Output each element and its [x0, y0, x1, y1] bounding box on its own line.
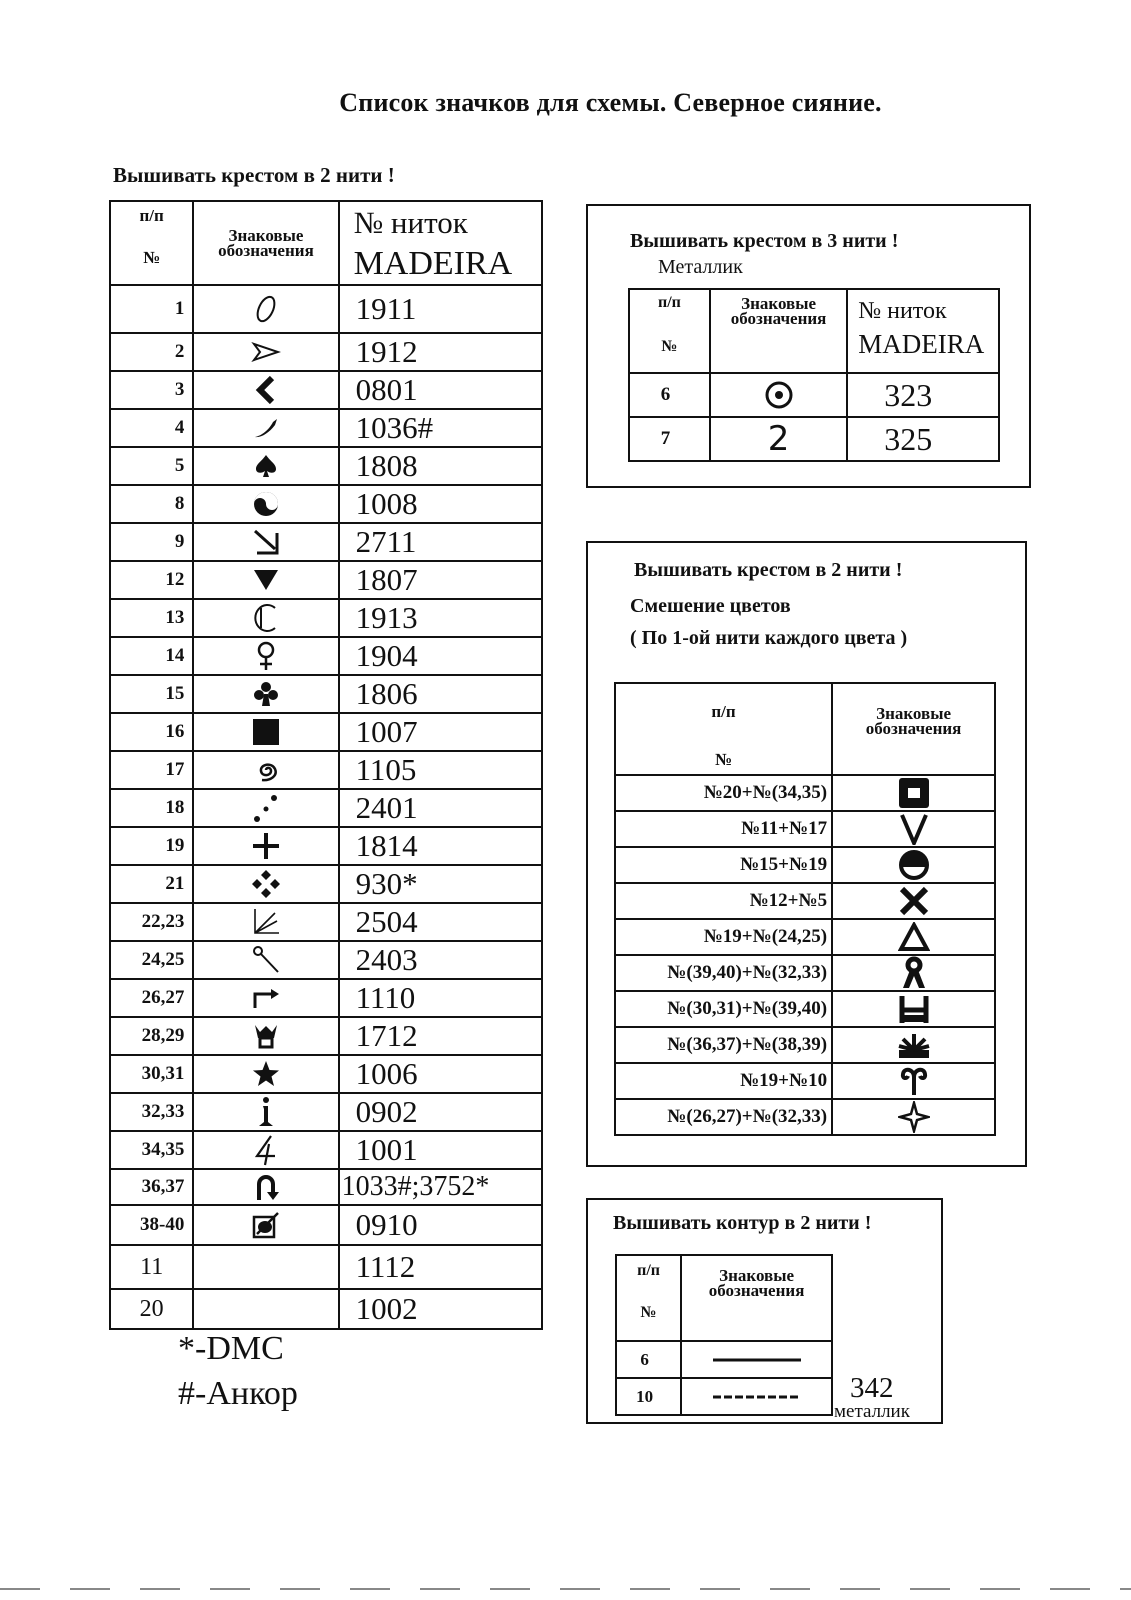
main-table-row	[110, 1205, 542, 1245]
blend-combination: №15+№19	[615, 847, 832, 883]
row-number: 9	[110, 523, 193, 561]
metallic-col-num-header	[629, 289, 710, 373]
outline-col-num-bottom: №	[640, 1304, 657, 1321]
spiral-icon	[193, 751, 338, 789]
triangle-outline-icon	[832, 919, 995, 955]
blend-table-row	[615, 919, 995, 955]
outline-row-number: 6	[616, 1341, 681, 1378]
main-thread-table	[109, 200, 543, 1330]
thread-number: 1806	[339, 675, 542, 713]
female-sign-icon	[193, 637, 338, 675]
row-number: 36,37	[110, 1169, 193, 1205]
square-hole-icon	[832, 775, 995, 811]
blend-table-row	[615, 991, 995, 1027]
thread-number: 1112	[339, 1245, 542, 1289]
metallic-col-thread-header	[847, 289, 999, 373]
outline-table	[615, 1254, 833, 1416]
col-thread-bottom: MADEIRA	[353, 245, 513, 282]
blend-table-row	[615, 955, 995, 991]
outline-col-num-header	[616, 1255, 681, 1341]
metallic-thread-number: 323	[847, 373, 999, 417]
main-table-row	[110, 485, 542, 523]
angle-lines-icon	[193, 903, 338, 941]
black-square-icon	[193, 713, 338, 751]
main-table-row	[110, 447, 542, 485]
row-number: 12	[110, 561, 193, 599]
main-table-row	[110, 1093, 542, 1131]
row-number: 15	[110, 675, 193, 713]
outline-row-number: 10	[616, 1378, 681, 1415]
main-table-row	[110, 523, 542, 561]
row-number: 22,23	[110, 903, 193, 941]
row-number: 38-40	[110, 1205, 193, 1245]
arrow-down-right-icon	[193, 523, 338, 561]
ribbon-icon	[832, 955, 995, 991]
metallic-row-number: 6	[629, 373, 710, 417]
col-num-bottom: №	[143, 248, 161, 267]
turn-right-arrow-icon	[193, 979, 338, 1017]
three-dots-icon	[193, 789, 338, 827]
main-table-row	[110, 1055, 542, 1093]
blend-col-num-top: п/п	[711, 702, 736, 721]
thread-number: 1007	[339, 713, 542, 751]
pin-icon	[193, 941, 338, 979]
legend-dmc: *-DMC	[178, 1330, 284, 1367]
blend-col-num-bottom: №	[715, 750, 733, 769]
row-number: 2	[110, 333, 193, 371]
page-title: Список значков для схемы. Северное сияние.	[339, 88, 882, 117]
metallic-col-num-bottom: №	[661, 338, 678, 355]
empty-symbol-cell	[193, 1245, 338, 1289]
outline-note-number: 342	[850, 1372, 894, 1404]
thread-number: 0902	[339, 1093, 542, 1131]
thread-number: 1904	[339, 637, 542, 675]
row-number: 21	[110, 865, 193, 903]
main-heading: Вышивать крестом в 2 нити !	[113, 163, 395, 187]
thread-number: 1807	[339, 561, 542, 599]
row-number: 32,33	[110, 1093, 193, 1131]
main-table-row	[110, 941, 542, 979]
metallic-thread-number: 325	[847, 417, 999, 461]
half-circle-icon	[832, 847, 995, 883]
legend-anchor: #-Анкор	[178, 1375, 298, 1412]
row-number: 17	[110, 751, 193, 789]
pepper-icon	[193, 409, 338, 447]
outline-note-text: металлик	[834, 1401, 910, 1422]
main-table-row	[110, 751, 542, 789]
italic-four-icon	[193, 1131, 338, 1169]
blend-table-row	[615, 811, 995, 847]
main-table-header	[110, 201, 542, 285]
blend-table-row	[615, 1063, 995, 1099]
main-table-row	[110, 865, 542, 903]
thread-number: 1913	[339, 599, 542, 637]
blend-col-num-header	[615, 683, 832, 775]
blend-table	[614, 682, 996, 1136]
main-table-row	[110, 1289, 542, 1329]
sunburst-icon	[832, 1027, 995, 1063]
outline-table-row	[616, 1378, 832, 1415]
thread-number: 2403	[339, 941, 542, 979]
metallic-col-symbols-header: Знаковые обозначения	[710, 289, 847, 373]
metallic-table	[628, 288, 1000, 462]
thread-number: 1814	[339, 827, 542, 865]
star-icon	[193, 1055, 338, 1093]
bold-x-icon	[832, 883, 995, 919]
row-number: 26,27	[110, 979, 193, 1017]
double-c-icon	[193, 599, 338, 637]
h-bar-icon	[832, 991, 995, 1027]
row-number: 18	[110, 789, 193, 827]
main-table-row	[110, 637, 542, 675]
solid-line-icon	[681, 1341, 832, 1378]
slashed-box-icon	[193, 1205, 338, 1245]
blend-box	[586, 541, 1027, 1167]
row-number: 14	[110, 637, 193, 675]
u-turn-arrow-icon	[193, 1169, 338, 1205]
main-table-row	[110, 333, 542, 371]
thread-number: 0801	[339, 371, 542, 409]
aries-icon	[832, 1063, 995, 1099]
blend-col-symbols-header: Знаковые обозначения	[832, 683, 995, 775]
main-table-row	[110, 789, 542, 827]
crown-cup-icon	[193, 1017, 338, 1055]
main-table-row	[110, 409, 542, 447]
row-number: 24,25	[110, 941, 193, 979]
thread-number: 1110	[339, 979, 542, 1017]
main-table-row	[110, 1245, 542, 1289]
metallic-subheading: Металлик	[658, 256, 743, 278]
main-table-row	[110, 1017, 542, 1055]
club-icon	[193, 675, 338, 713]
col-thread-top: № ниток	[353, 205, 468, 240]
row-number: 13	[110, 599, 193, 637]
outline-col-num-top: п/п	[637, 1262, 661, 1279]
thread-number: 1006	[339, 1055, 542, 1093]
blend-combination: №19+№10	[615, 1063, 832, 1099]
blend-table-header	[615, 683, 995, 775]
main-table-row	[110, 1131, 542, 1169]
outline-heading: Вышивать контур в 2 нити !	[613, 1212, 872, 1234]
blend-combination: №(39,40)+№(32,33)	[615, 955, 832, 991]
metallic-col-thread-bottom: MADEIRA	[858, 329, 985, 359]
blend-line1: Смешение цветов	[630, 595, 791, 617]
thread-number: 0910	[339, 1205, 542, 1245]
row-number: 16	[110, 713, 193, 751]
metallic-table-row	[629, 373, 999, 417]
blend-combination: №11+№17	[615, 811, 832, 847]
metallic-table-row	[629, 417, 999, 461]
row-number: 11	[110, 1245, 193, 1289]
letter-v-icon	[832, 811, 995, 847]
info-i-icon	[193, 1093, 338, 1131]
thread-number: 930*	[339, 865, 542, 903]
row-number: 8	[110, 485, 193, 523]
main-table-row	[110, 979, 542, 1017]
col-thread-header	[339, 201, 542, 285]
digit-two-icon: 2	[710, 417, 847, 461]
blend-combination: №(36,37)+№(38,39)	[615, 1027, 832, 1063]
main-table-row	[110, 827, 542, 865]
four-point-star-icon	[832, 1099, 995, 1135]
thread-number: 1808	[339, 447, 542, 485]
row-number: 20	[110, 1289, 193, 1329]
main-table-row	[110, 371, 542, 409]
metallic-table-header	[629, 289, 999, 373]
blend-combination: №(30,31)+№(39,40)	[615, 991, 832, 1027]
outline-col-symbols-header: Знаковые обозначения	[681, 1255, 832, 1341]
circled-dot-icon	[710, 373, 847, 417]
col-symbols-header: Знаковые обозначения	[193, 201, 338, 285]
metallic-box	[586, 204, 1031, 488]
arrowhead-right-icon	[193, 333, 338, 371]
row-number: 5	[110, 447, 193, 485]
dashed-line-icon	[681, 1378, 832, 1415]
outline-box	[586, 1198, 943, 1424]
blend-table-row	[615, 847, 995, 883]
spade-icon	[193, 447, 338, 485]
thread-number: 1911	[339, 285, 542, 333]
blend-table-row	[615, 1027, 995, 1063]
metallic-row-number: 7	[629, 417, 710, 461]
empty-symbol-cell	[193, 1289, 338, 1329]
chevron-left-bold-icon	[193, 371, 338, 409]
row-number: 1	[110, 285, 193, 333]
main-table-row	[110, 599, 542, 637]
thread-number: 2504	[339, 903, 542, 941]
blend-table-row	[615, 775, 995, 811]
outline-table-header	[616, 1255, 832, 1341]
thread-number: 2401	[339, 789, 542, 827]
main-table-row	[110, 713, 542, 751]
thread-number: 1008	[339, 485, 542, 523]
blend-heading: Вышивать крестом в 2 нити !	[634, 559, 903, 581]
thread-number: 1712	[339, 1017, 542, 1055]
blend-combination: №19+№(24,25)	[615, 919, 832, 955]
diamond-four-icon	[193, 865, 338, 903]
blend-table-row	[615, 1099, 995, 1135]
row-number: 19	[110, 827, 193, 865]
metallic-col-thread-top: № ниток	[858, 298, 947, 324]
metallic-heading: Вышивать крестом в 3 нити !	[630, 230, 899, 252]
bold-plus-icon	[193, 827, 338, 865]
main-table-row	[110, 285, 542, 333]
col-num-header	[110, 201, 193, 285]
metallic-col-num-top: п/п	[658, 294, 681, 311]
main-table-row	[110, 561, 542, 599]
thread-number: 1105	[339, 751, 542, 789]
main-table-row	[110, 1169, 542, 1205]
thread-number: 1036#	[339, 409, 542, 447]
blend-combination: №12+№5	[615, 883, 832, 919]
row-number: 28,29	[110, 1017, 193, 1055]
main-table-row	[110, 675, 542, 713]
thread-number: 1912	[339, 333, 542, 371]
yin-yang-icon	[193, 485, 338, 523]
main-table-row	[110, 903, 542, 941]
row-number: 3	[110, 371, 193, 409]
thread-number: 2711	[339, 523, 542, 561]
oval-outline-icon	[193, 285, 338, 333]
triangle-down-icon	[193, 561, 338, 599]
blend-combination: №20+№(34,35)	[615, 775, 832, 811]
blend-line2: ( По 1-ой нити каждого цвета )	[630, 627, 908, 649]
thread-number: 1001	[339, 1131, 542, 1169]
scan-artifact-line	[0, 1588, 1131, 1590]
col-num-top: п/п	[139, 206, 164, 225]
row-number: 4	[110, 409, 193, 447]
blend-table-row	[615, 883, 995, 919]
outline-table-row	[616, 1341, 832, 1378]
row-number: 34,35	[110, 1131, 193, 1169]
thread-number: 1002	[339, 1289, 542, 1329]
thread-number: 1033#;3752*	[339, 1169, 542, 1205]
blend-combination: №(26,27)+№(32,33)	[615, 1099, 832, 1135]
row-number: 30,31	[110, 1055, 193, 1093]
